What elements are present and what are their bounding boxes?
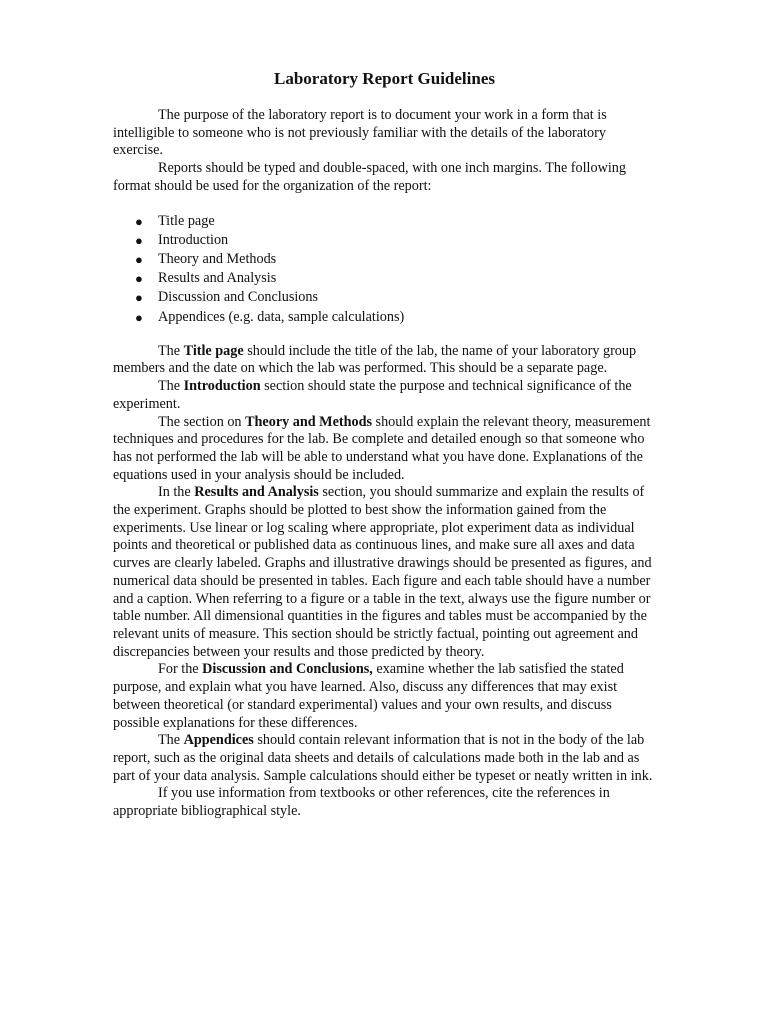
section-term: Introduction <box>183 378 261 395</box>
section-paragraph-results-analysis <box>113 484 656 661</box>
list-item <box>113 288 656 307</box>
bullet-icon: ● <box>135 251 143 267</box>
list-item <box>113 308 656 327</box>
section-paragraph-introduction <box>113 378 656 413</box>
text-run: The section on <box>158 413 246 430</box>
list-item <box>113 231 656 250</box>
document-title: Laboratory Report Guidelines <box>274 69 495 88</box>
section-term: Appendices <box>183 732 254 749</box>
intro-paragraph-format: Reports should be typed and double-spaced, with one inch margins. The following format should be used for the organization of the report: <box>113 160 626 194</box>
list-item-label: Theory and Methods <box>158 250 277 267</box>
section-paragraph-theory-methods <box>113 414 656 485</box>
list-item <box>113 269 656 288</box>
intro-paragraph-purpose: The purpose of the laboratory report is to document your work in a form that is intelligible to someone who is not previously familiar with the details of the laboratory exercise. <box>113 107 607 159</box>
bullet-icon: ● <box>135 213 143 229</box>
list-item <box>113 212 656 231</box>
text-run: section, you should summarize and explain the results of the experiment. Graphs should be plotted to best show the information gained from the experiments. Use linear or log scaling where appropriate, plot experiment data as individual points and theoretical or published data as continuous lines, and make sure all axes and data curves are clearly labeled. Graphs and illustrative drawings should be presented as figures, and numerical data should be presented in tables. Each figure and each table should have a number and a caption. When referring to a figure or a table in the text, always use the figure number or table number. All dimensional quantities in the figures and tables must be accompanied by the relevant units of measure. This section should be strictly factual, pointing out agreement and discrepancies between your results and those predicted by theory. <box>113 484 652 660</box>
section-term: Title page <box>183 342 244 359</box>
list-item-label: Results and Analysis <box>158 270 277 287</box>
list-item <box>113 250 656 269</box>
text-run: The <box>158 378 184 395</box>
list-item-label: Discussion and Conclusions <box>158 289 319 306</box>
text-run: section should state the purpose and technical significance of the experiment. <box>113 378 632 412</box>
text-run: For the <box>158 661 203 678</box>
text-run: should contain relevant information that is not in the body of the lab report, such as the original data sheets and details of calculations made both in the lab and as part of your data analysis. Sample calculations should either be typeset or neatly written in ink. <box>113 732 653 784</box>
text-run: examine whether the lab satisfied the stated purpose, and explain what you have learned. Also, discuss any differences that may exist between theoretical (or standard experimental) values and your own results, and discuss possible explanations for these differences. <box>113 661 624 731</box>
section-term: Theory and Methods <box>245 413 372 430</box>
text-run: The <box>158 732 184 749</box>
report-sections-list <box>113 212 656 327</box>
section-paragraph-discussion-conclusions <box>113 661 656 732</box>
bullet-icon: ● <box>135 232 143 248</box>
section-paragraph-title-page <box>113 343 656 378</box>
bullet-icon: ● <box>135 309 143 325</box>
text-run: The <box>158 342 184 359</box>
list-item-label: Appendices (e.g. data, sample calculations) <box>158 308 405 325</box>
text-run: should include the title of the lab, the name of your laboratory group members and the date on which the lab was performed. This should be a separate page. <box>113 342 637 377</box>
list-item-label: Introduction <box>158 231 229 248</box>
text-run: should explain the relevant theory, measurement techniques and procedures for the lab. Be complete and detailed enough so that someone who has not performed the lab will be able to understand what you have done. Explanations of the equations used in your analysis should be included. <box>113 413 651 483</box>
closing-paragraph-references: If you use information from textbooks or other references, cite the references in appropriate bibliographical style. <box>113 785 610 820</box>
text-run: In the <box>158 484 195 501</box>
list-item-label: Title page <box>158 212 215 229</box>
section-paragraph-appendices <box>113 732 656 785</box>
section-term: Discussion and Conclusions, <box>202 661 373 678</box>
bullet-icon: ● <box>135 290 143 306</box>
section-term: Results and Analysis <box>194 484 319 501</box>
bullet-icon: ● <box>135 271 143 287</box>
